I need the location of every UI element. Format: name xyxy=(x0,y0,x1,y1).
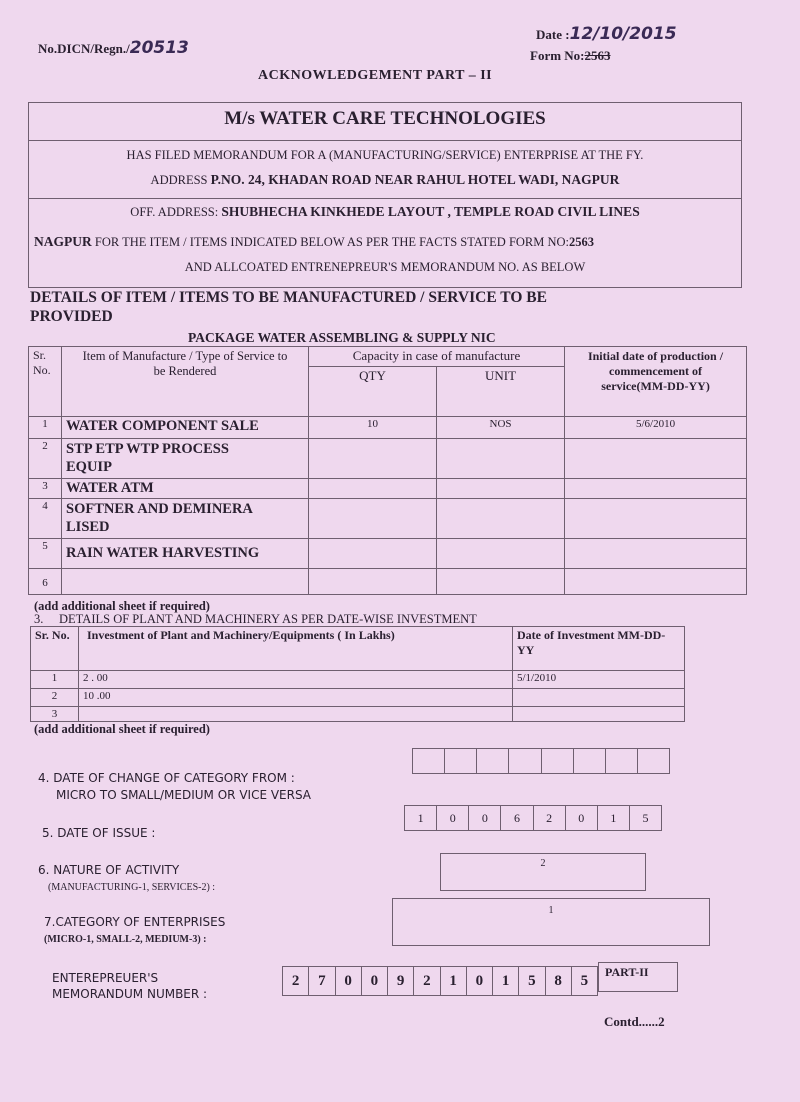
memorandum-number-boxes xyxy=(282,966,598,996)
table-row xyxy=(29,417,747,439)
col-capacity-header: Capacity in case of manufacture xyxy=(309,347,565,367)
row-item: WATER COMPONENT SALE xyxy=(62,417,309,439)
items-additional-note: (add additional sheet if required) xyxy=(34,599,210,613)
digit-box: 0 xyxy=(361,967,387,996)
row-date xyxy=(565,499,747,539)
row-date xyxy=(565,539,747,569)
digit-box xyxy=(509,749,541,774)
form-number-label: Form No: xyxy=(530,48,585,63)
row-item: RAIN WATER HARVESTING xyxy=(62,539,309,569)
date-value: 12/10/2015 xyxy=(569,24,677,44)
row-sr: 6 xyxy=(29,569,62,595)
q4-label xyxy=(38,770,311,804)
row-date xyxy=(565,439,747,479)
row-sr: 2 xyxy=(29,439,62,479)
digit-box: 1 xyxy=(405,806,437,831)
digit-box xyxy=(637,749,669,774)
items-heading-line2: PROVIDED xyxy=(30,308,113,325)
plant-row-sr: 3 xyxy=(31,707,79,722)
col-sr-header: Sr. No. xyxy=(29,347,62,417)
items-heading-line1: DETAILS OF ITEM / ITEMS TO BE MANUFACTURED / SERVICE TO BE xyxy=(30,289,547,306)
digit-box: 7 xyxy=(309,967,335,996)
row-item: WATER ATM xyxy=(62,479,309,499)
digit-box: 2 xyxy=(533,806,565,831)
row-item: STP ETP WTP PROCESS EQUIP xyxy=(62,439,309,479)
office-address-label: OFF. ADDRESS: xyxy=(130,205,219,219)
col-item-header: Item of Manufacture / Type of Service to be Rendered xyxy=(62,347,309,417)
q4-label-line1: 4. DATE OF CHANGE OF CATEGORY FROM : xyxy=(38,771,295,785)
row-qty: 10 xyxy=(309,417,437,439)
address-label: ADDRESS xyxy=(150,173,208,187)
form-number-value: 2563 xyxy=(584,48,611,63)
plant-col-date-header: Date of Investment MM-DD-YY xyxy=(513,627,685,671)
digit-box: 0 xyxy=(437,806,469,831)
plant-additional-note: (add additional sheet if required) xyxy=(34,722,210,736)
digit-box: 5 xyxy=(571,967,597,996)
row-date xyxy=(565,569,747,595)
table-row xyxy=(31,689,685,707)
digit-box: 0 xyxy=(565,806,597,831)
row-sr: 3 xyxy=(29,479,62,499)
digit-box: 6 xyxy=(501,806,533,831)
row-qty xyxy=(309,479,437,499)
col-date-header: Initial date of production / commencement of service(MM-DD-YY) xyxy=(565,347,747,417)
table-row xyxy=(29,439,747,479)
date-label: Date : xyxy=(536,27,570,42)
memorandum-part-suffix: PART-II xyxy=(598,962,678,992)
company-name: M/s WATER CARE TECHNOLOGIES xyxy=(224,108,546,129)
table-row xyxy=(29,539,747,569)
date-line xyxy=(536,24,677,44)
row-date xyxy=(565,479,747,499)
q7-label-line1: 7.CATEGORY OF ENTERPRISES xyxy=(44,915,226,929)
row-unit: NOS xyxy=(437,417,565,439)
plant-row-date xyxy=(513,707,685,722)
plant-header-row xyxy=(31,627,685,671)
digit-box: 1 xyxy=(440,967,466,996)
q8-label-line2: MEMORANDUM NUMBER : xyxy=(52,987,208,1001)
row-item xyxy=(62,569,309,595)
items-table xyxy=(28,346,747,595)
q8-label-line1: ENTEREPREUER'S xyxy=(52,971,159,985)
q4-label-line2: MICRO TO SMALL/MEDIUM OR VICE VERSA xyxy=(56,788,312,802)
plant-row-amount: 2 . 00 xyxy=(79,671,513,689)
plant-row-amount xyxy=(79,707,513,722)
digit-box: 8 xyxy=(545,967,571,996)
col-qty-header: QTY xyxy=(309,367,437,417)
registration-number: 20513 xyxy=(129,38,189,58)
row-qty xyxy=(309,499,437,539)
category-value-box: 1 xyxy=(392,898,710,946)
plant-row-date: 5/1/2010 xyxy=(513,671,685,689)
form-number-ref: 2563 xyxy=(569,235,595,249)
digit-box: 1 xyxy=(597,806,629,831)
activity-value-box: 2 xyxy=(440,853,646,891)
nic-label: PACKAGE WATER ASSEMBLING & SUPPLY NIC xyxy=(188,330,496,345)
category-change-date-boxes xyxy=(412,748,670,774)
divider xyxy=(28,198,742,199)
issue-date-boxes xyxy=(404,805,662,831)
q7-label xyxy=(44,914,225,948)
plant-heading: 3. DETAILS OF PLANT AND MACHINERY AS PER DATE-WISE INVESTMENT xyxy=(34,612,477,626)
plant-row-sr: 1 xyxy=(31,671,79,689)
digit-box: 0 xyxy=(335,967,361,996)
address-value: P.NO. 24, KHADAN ROAD NEAR RAHUL HOTEL WADI, NAGPUR xyxy=(210,172,620,187)
digit-box: 1 xyxy=(493,967,519,996)
digit-box: 0 xyxy=(469,806,501,831)
digit-box xyxy=(573,749,605,774)
row-sr: 5 xyxy=(29,539,62,569)
row-sr: 4 xyxy=(29,499,62,539)
row-qty xyxy=(309,439,437,479)
row-unit xyxy=(437,479,565,499)
digit-box: 5 xyxy=(519,967,545,996)
registration-label-text: No.DICN/Regn./ xyxy=(38,41,130,56)
row-unit xyxy=(437,539,565,569)
digit-box xyxy=(445,749,477,774)
registration-label xyxy=(38,38,189,58)
row-date: 5/6/2010 xyxy=(565,417,747,439)
q5-label: 5. DATE OF ISSUE : xyxy=(42,826,156,840)
q7-label-line2: (MICRO-1, SMALL-2, MEDIUM-3) : xyxy=(44,934,207,945)
items-line xyxy=(34,234,742,250)
row-unit xyxy=(437,569,565,595)
plant-row-sr: 2 xyxy=(31,689,79,707)
digit-box: 2 xyxy=(283,967,309,996)
digit-box xyxy=(605,749,637,774)
row-sr: 1 xyxy=(29,417,62,439)
plant-row-amount: 10 .00 xyxy=(79,689,513,707)
table-row xyxy=(31,671,685,689)
plant-row-date xyxy=(513,689,685,707)
address-line xyxy=(28,172,742,188)
table-row xyxy=(29,499,747,539)
q6-label-line1: 6. NATURE OF ACTIVITY xyxy=(38,863,180,877)
row-item: SOFTNER AND DEMINERA LISED xyxy=(62,499,309,539)
items-header-row xyxy=(29,347,747,367)
col-unit-header: UNIT xyxy=(437,367,565,417)
table-row xyxy=(29,569,747,595)
table-row xyxy=(29,479,747,499)
q8-label xyxy=(52,970,207,1002)
digit-box xyxy=(477,749,509,774)
digit-box: 2 xyxy=(414,967,440,996)
allocated-line: AND ALLCOATED ENTRENEPREUR'S MEMORANDUM NO. AS BELOW xyxy=(184,260,586,274)
nagpur-label: NAGPUR xyxy=(34,234,92,249)
row-qty xyxy=(309,539,437,569)
page-title: ACKNOWLEDGEMENT PART – II xyxy=(258,68,493,83)
office-address-line xyxy=(28,204,742,220)
row-unit xyxy=(437,439,565,479)
items-line-text: FOR THE ITEM / ITEMS INDICATED BELOW AS PER THE FACTS STATED FORM NO: xyxy=(94,235,570,249)
plant-table xyxy=(30,626,685,722)
filed-memorandum-line: HAS FILED MEMORANDUM FOR A (MANUFACTURING/SERVICE) ENTERPRISE AT THE FY. xyxy=(126,148,644,162)
plant-col-invest-header: Investment of Plant and Machinery/Equipments ( In Lakhs) xyxy=(79,627,513,671)
form-number-line xyxy=(530,48,611,64)
digit-box xyxy=(541,749,573,774)
q6-label-line2: (MANUFACTURING-1, SERVICES-2) : xyxy=(48,882,216,893)
digit-box: 9 xyxy=(388,967,414,996)
q6-label xyxy=(38,862,215,896)
divider xyxy=(28,140,742,141)
digit-box: 5 xyxy=(629,806,661,831)
items-heading xyxy=(30,288,742,326)
digit-box: 0 xyxy=(466,967,492,996)
row-unit xyxy=(437,499,565,539)
office-address-value: SHUBHECHA KINKHEDE LAYOUT , TEMPLE ROAD CIVIL LINES xyxy=(221,204,640,219)
table-row xyxy=(31,707,685,722)
plant-col-sr-header: Sr. No. xyxy=(31,627,79,671)
continued-label: Contd......2 xyxy=(604,1014,665,1029)
digit-box xyxy=(413,749,445,774)
row-qty xyxy=(309,569,437,595)
